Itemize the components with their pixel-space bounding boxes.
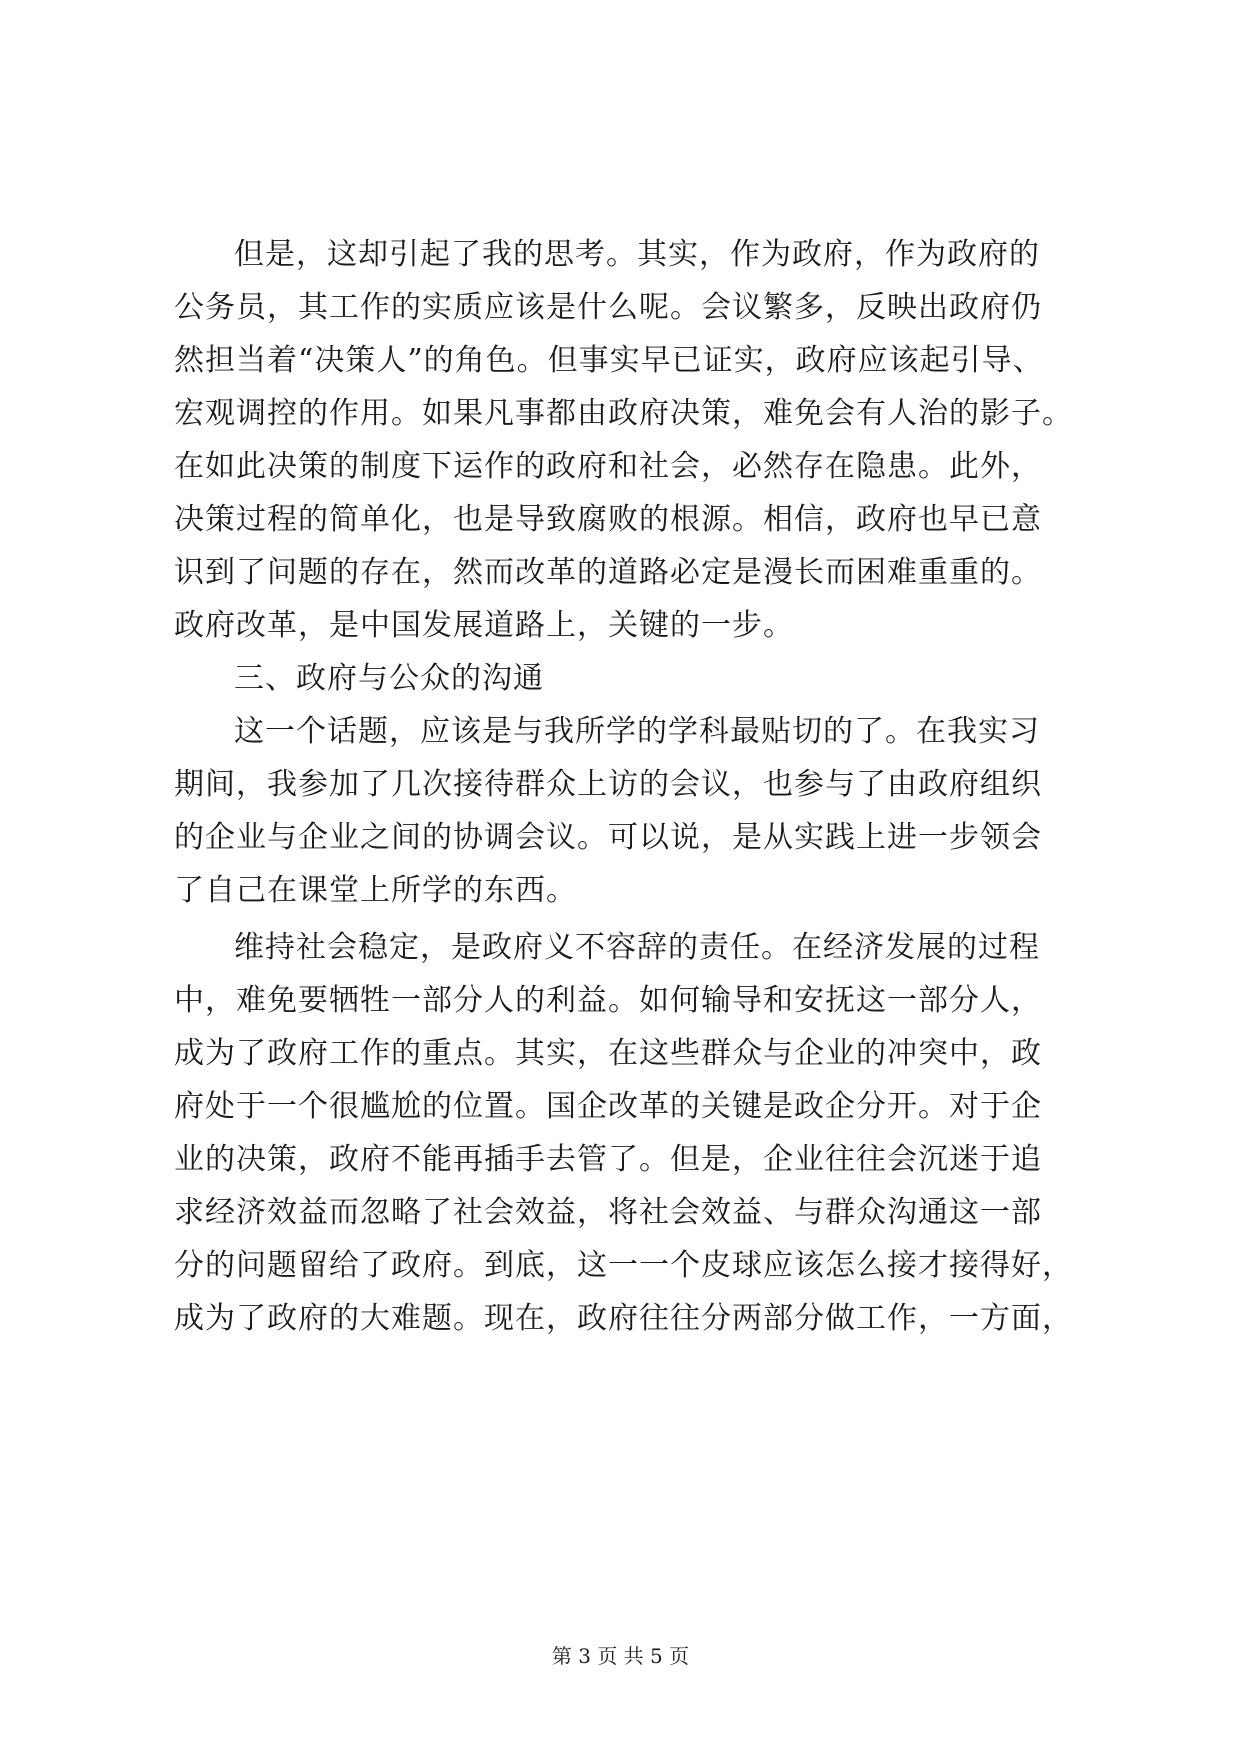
- text-line: 政府改革，是中国发展道路上，关键的一步。: [174, 608, 794, 643]
- text-line: 中，难免要牺牲一部分人的利益。如何输导和安抚这一部分人，: [174, 983, 1042, 1018]
- text-line: 了自己在课堂上所学的东西。: [174, 873, 577, 908]
- text-line: 在如此决策的制度下运作的政府和社会，必然存在隐患。此外，: [174, 449, 1042, 484]
- text-line: 这一个话题，应该是与我所学的学科最贴切的了。在我实习: [234, 714, 1040, 749]
- text-line: 宏观调控的作用。如果凡事都由政府决策，难免会有人治的影子。: [174, 396, 1073, 431]
- section-heading: [174, 652, 1074, 705]
- text-line: 期间，我参加了几次接待群众上访的会议，也参与了由政府组织: [174, 767, 1042, 802]
- text-line: 业的决策，政府不能再插手去管了。但是，企业往往会沉迷于追: [174, 1142, 1042, 1177]
- text-line: 决策过程的简单化，也是导致腐败的根源。相信，政府也早已意: [174, 502, 1042, 537]
- text-line: 求经济效益而忽略了社会效益，将社会效益、与群众沟通这一部: [174, 1195, 1042, 1230]
- document-body: [174, 228, 1074, 1345]
- text-line: 但是，这却引起了我的思考。其实，作为政府，作为政府的: [234, 237, 1040, 272]
- text-line: 然担当着“决策人”的角色。但事实早已证实，政府应该起引导、: [174, 343, 1044, 378]
- text-line: 维持社会稳定，是政府义不容辞的责任。在经济发展的过程: [234, 930, 1040, 965]
- text-line: 府处于一个很尴尬的位置。国企改革的关键是政企分开。对于企: [174, 1089, 1042, 1124]
- section-heading-text: 三、政府与公众的沟通: [234, 661, 544, 696]
- text-line: 分的问题留给了政府。到底，这一一个皮球应该怎么接才接得好，: [174, 1248, 1073, 1283]
- page-number: 第 3 页 共 5 页: [551, 1644, 690, 1668]
- text-line: 识到了问题的存在，然而改革的道路必定是漫长而困难重重的。: [174, 555, 1042, 590]
- text-line: 公务员，其工作的实质应该是什么呢。会议繁多，反映出政府仍: [174, 290, 1042, 325]
- text-line: 成为了政府的大难题。现在，政府往往分两部分做工作，一方面，: [174, 1301, 1073, 1336]
- page-footer: [0, 1642, 1241, 1670]
- paragraph-1: [174, 228, 1074, 652]
- paragraph-3: [174, 921, 1074, 1345]
- text-line: 成为了政府工作的重点。其实，在这些群众与企业的冲突中，政: [174, 1036, 1042, 1071]
- paragraph-2: [174, 705, 1074, 917]
- text-line: 的企业与企业之间的协调会议。可以说，是从实践上进一步领会: [174, 820, 1042, 855]
